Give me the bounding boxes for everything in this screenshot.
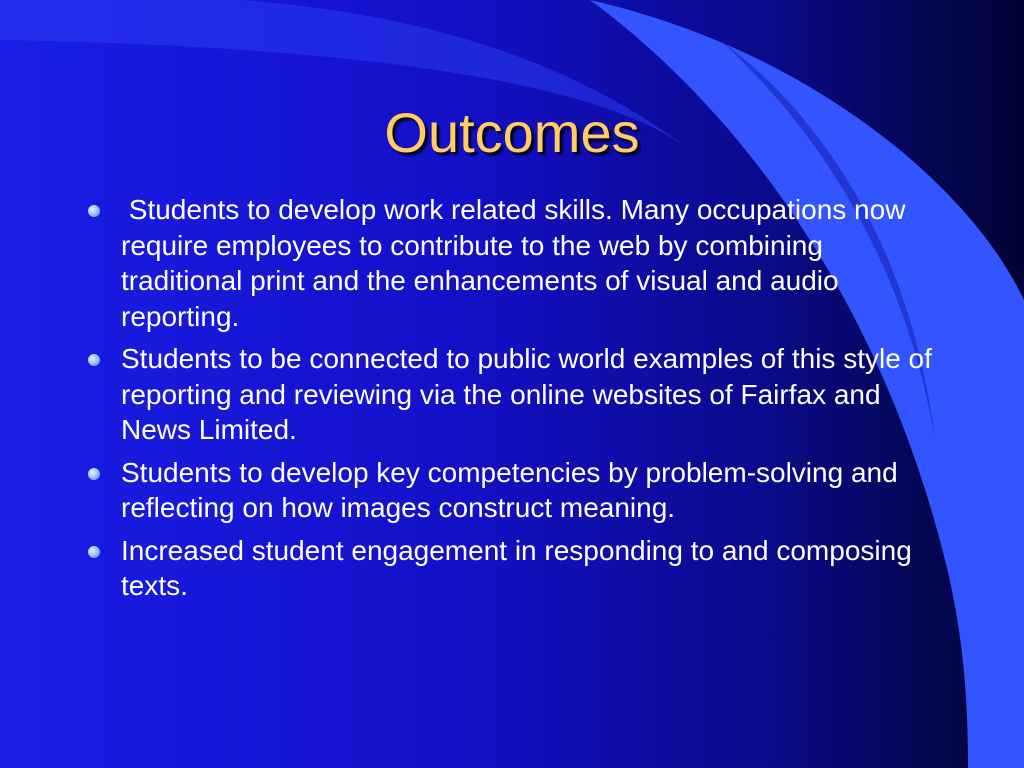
bullet-dot-icon bbox=[88, 468, 100, 480]
bullet-item bbox=[84, 192, 944, 334]
bullet-item bbox=[84, 455, 944, 526]
bullet-text: Increased student engagement in responding to and composing texts. bbox=[121, 534, 912, 601]
bullet-dot-icon bbox=[88, 354, 100, 366]
bullet-dot-icon bbox=[88, 546, 100, 558]
bullet-item bbox=[84, 533, 944, 604]
bullet-text: Students to develop work related skills. Many occupations now require employees to contribute to the web by combining traditional print and the enhancements of visual and audio reporting. bbox=[121, 194, 914, 332]
slide-title: Outcomes bbox=[384, 101, 640, 164]
bullet-text: Students to be connected to public world examples of this style of reporting and reviewing via the online websites of Fairfax and News Limited. bbox=[121, 343, 932, 445]
bullet-item bbox=[84, 341, 944, 448]
bullet-text: Students to develop key competencies by problem-solving and reflecting on how images construct meaning. bbox=[121, 456, 898, 523]
bullet-list bbox=[84, 192, 944, 611]
bullet-dot-icon bbox=[88, 205, 100, 217]
